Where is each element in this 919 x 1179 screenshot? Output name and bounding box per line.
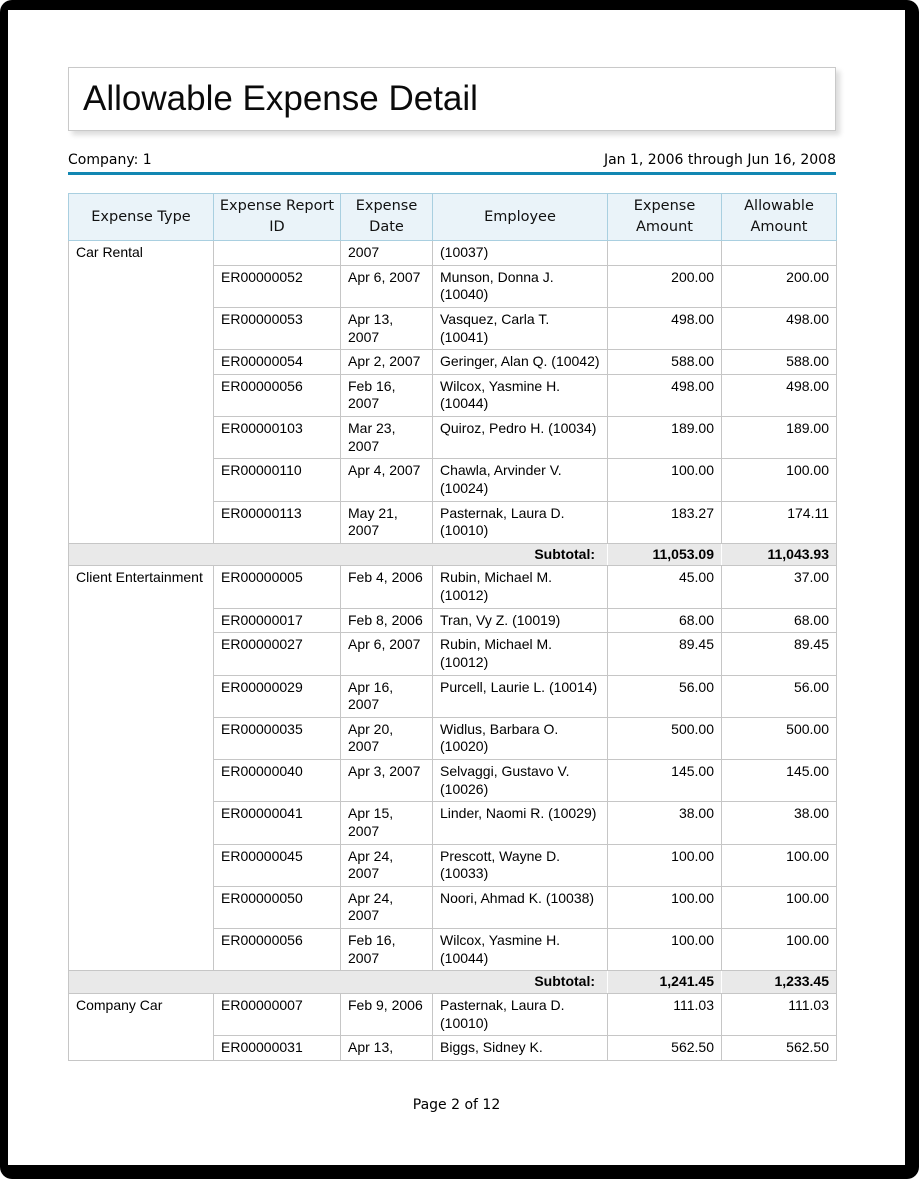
table-row xyxy=(69,566,837,608)
employee-cell: Linder, Naomi R. (10029) xyxy=(433,802,608,844)
report-meta-row xyxy=(68,149,836,171)
expense-date-cell: 2007 xyxy=(341,241,433,266)
report-id-cell: ER00000027 xyxy=(214,633,341,675)
allowable-amount-cell: 200.00 xyxy=(722,265,837,307)
report-id-cell: ER00000005 xyxy=(214,566,341,608)
expense-amount-cell: 56.00 xyxy=(608,675,722,717)
expense-date-cell: Mar 23, 2007 xyxy=(341,417,433,459)
page-footer: Page 2 of 12 xyxy=(412,1097,501,1113)
subtotal-row xyxy=(69,543,837,566)
allowable-amount-cell: 100.00 xyxy=(722,844,837,886)
allowable-amount-cell: 100.00 xyxy=(722,929,837,971)
employee-cell: Vasquez, Carla T. (10041) xyxy=(433,307,608,349)
employee-cell: Rubin, Michael M. (10012) xyxy=(433,633,608,675)
report-id-cell: ER00000056 xyxy=(214,374,341,416)
report-id-cell: ER00000045 xyxy=(214,844,341,886)
allowable-amount-cell: 37.00 xyxy=(722,566,837,608)
expense-date-cell: Apr 6, 2007 xyxy=(341,633,433,675)
expense-date-cell: Apr 2, 2007 xyxy=(341,350,433,375)
expense-type-cell: Car Rental xyxy=(69,241,214,544)
expense-amount-cell: 562.50 xyxy=(608,1036,722,1061)
table-row xyxy=(69,241,837,266)
report-id-cell: ER00000041 xyxy=(214,802,341,844)
expense-date-cell: Feb 4, 2006 xyxy=(341,566,433,608)
allowable-amount-cell: 111.03 xyxy=(722,993,837,1035)
subtotal-allowable-amount: 11,043.93 xyxy=(722,543,837,566)
report-page xyxy=(8,10,905,1165)
allowable-amount-cell: 56.00 xyxy=(722,675,837,717)
report-id-cell: ER00000052 xyxy=(214,265,341,307)
report-id-cell: ER00000031 xyxy=(214,1036,341,1061)
expense-date-cell: Apr 16, 2007 xyxy=(341,675,433,717)
expense-type-cell: Client Entertainment xyxy=(69,566,214,971)
column-header-expense-date: Expense Date xyxy=(341,194,433,241)
allowable-amount-cell: 89.45 xyxy=(722,633,837,675)
subtotal-allowable-amount: 1,233.45 xyxy=(722,971,837,994)
expense-amount-cell: 100.00 xyxy=(608,459,722,501)
expense-date-cell: Apr 24, 2007 xyxy=(341,844,433,886)
expense-amount-cell: 500.00 xyxy=(608,717,722,759)
expense-amount-cell: 100.00 xyxy=(608,929,722,971)
column-header-expense-type: Expense Type xyxy=(69,194,214,241)
report-id-cell: ER00000029 xyxy=(214,675,341,717)
allowable-amount-cell: 174.11 xyxy=(722,501,837,543)
expense-date-cell: Feb 16, 2007 xyxy=(341,929,433,971)
expense-amount-cell: 498.00 xyxy=(608,374,722,416)
expense-amount-cell: 111.03 xyxy=(608,993,722,1035)
report-id-cell: ER00000050 xyxy=(214,886,341,928)
expense-date-cell: Apr 15, 2007 xyxy=(341,802,433,844)
subtotal-expense-amount: 11,053.09 xyxy=(608,543,722,566)
expense-amount-cell: 45.00 xyxy=(608,566,722,608)
allowable-amount-cell: 68.00 xyxy=(722,608,837,633)
expense-date-cell: Feb 9, 2006 xyxy=(341,993,433,1035)
report-id-cell xyxy=(214,241,341,266)
report-id-cell: ER00000007 xyxy=(214,993,341,1035)
column-header-allowable-amount: Allowable Amount xyxy=(722,194,837,241)
expense-date-cell: Apr 6, 2007 xyxy=(341,265,433,307)
report-id-cell: ER00000035 xyxy=(214,717,341,759)
subtotal-label: Subtotal: xyxy=(69,971,608,994)
allowable-amount-cell xyxy=(722,241,837,266)
employee-cell: Biggs, Sidney K. xyxy=(433,1036,608,1061)
report-id-cell: ER00000040 xyxy=(214,760,341,802)
employee-cell: Widlus, Barbara O. (10020) xyxy=(433,717,608,759)
subtotal-label: Subtotal: xyxy=(69,543,608,566)
employee-cell: Munson, Donna J. (10040) xyxy=(433,265,608,307)
expense-amount-cell: 100.00 xyxy=(608,886,722,928)
allowable-amount-cell: 38.00 xyxy=(722,802,837,844)
allowable-amount-cell: 145.00 xyxy=(722,760,837,802)
allowable-amount-cell: 100.00 xyxy=(722,459,837,501)
expense-amount-cell: 100.00 xyxy=(608,844,722,886)
employee-cell: Wilcox, Yasmine H. (10044) xyxy=(433,929,608,971)
employee-cell: Tran, Vy Z. (10019) xyxy=(433,608,608,633)
company-label: Company: 1 xyxy=(68,152,152,168)
expense-date-cell: Apr 4, 2007 xyxy=(341,459,433,501)
report-id-cell: ER00000103 xyxy=(214,417,341,459)
expense-date-cell: Feb 8, 2006 xyxy=(341,608,433,633)
employee-cell: Purcell, Laurie L. (10014) xyxy=(433,675,608,717)
employee-cell: Pasternak, Laura D. (10010) xyxy=(433,501,608,543)
allowable-amount-cell: 100.00 xyxy=(722,886,837,928)
expense-date-cell: Apr 20, 2007 xyxy=(341,717,433,759)
expense-amount-cell: 189.00 xyxy=(608,417,722,459)
expense-amount-cell: 89.45 xyxy=(608,633,722,675)
expense-date-cell: May 21, 2007 xyxy=(341,501,433,543)
employee-cell: Rubin, Michael M. (10012) xyxy=(433,566,608,608)
report-id-cell: ER00000054 xyxy=(214,350,341,375)
report-date-range: Jan 1, 2006 through Jun 16, 2008 xyxy=(603,152,836,168)
table-header-row xyxy=(69,194,837,241)
expense-amount-cell xyxy=(608,241,722,266)
allowable-amount-cell: 500.00 xyxy=(722,717,837,759)
expense-date-cell: Apr 13, xyxy=(341,1036,433,1061)
allowable-amount-cell: 562.50 xyxy=(722,1036,837,1061)
employee-cell: Chawla, Arvinder V. (10024) xyxy=(433,459,608,501)
employee-cell: Quiroz, Pedro H. (10034) xyxy=(433,417,608,459)
table-row xyxy=(69,993,837,1035)
page-title: Allowable Expense Detail xyxy=(83,79,478,118)
report-title-box xyxy=(68,67,836,131)
expense-table xyxy=(68,193,837,1061)
expense-date-cell: Apr 13, 2007 xyxy=(341,307,433,349)
employee-cell: (10037) xyxy=(433,241,608,266)
expense-date-cell: Apr 3, 2007 xyxy=(341,760,433,802)
subtotal-row xyxy=(69,971,837,994)
column-header-report-id: Expense Report ID xyxy=(214,194,341,241)
expense-date-cell: Feb 16, 2007 xyxy=(341,374,433,416)
employee-cell: Selvaggi, Gustavo V. (10026) xyxy=(433,760,608,802)
expense-amount-cell: 38.00 xyxy=(608,802,722,844)
expense-amount-cell: 145.00 xyxy=(608,760,722,802)
employee-cell: Wilcox, Yasmine H. (10044) xyxy=(433,374,608,416)
report-id-cell: ER00000110 xyxy=(214,459,341,501)
report-id-cell: ER00000113 xyxy=(214,501,341,543)
expense-amount-cell: 498.00 xyxy=(608,307,722,349)
employee-cell: Noori, Ahmad K. (10038) xyxy=(433,886,608,928)
column-header-employee: Employee xyxy=(433,194,608,241)
expense-amount-cell: 588.00 xyxy=(608,350,722,375)
report-id-cell: ER00000056 xyxy=(214,929,341,971)
employee-cell: Pasternak, Laura D. (10010) xyxy=(433,993,608,1035)
header-divider xyxy=(68,172,836,175)
allowable-amount-cell: 189.00 xyxy=(722,417,837,459)
employee-cell: Prescott, Wayne D. (10033) xyxy=(433,844,608,886)
subtotal-expense-amount: 1,241.45 xyxy=(608,971,722,994)
report-id-cell: ER00000017 xyxy=(214,608,341,633)
expense-amount-cell: 200.00 xyxy=(608,265,722,307)
expense-date-cell: Apr 24, 2007 xyxy=(341,886,433,928)
allowable-amount-cell: 588.00 xyxy=(722,350,837,375)
column-header-expense-amount: Expense Amount xyxy=(608,194,722,241)
allowable-amount-cell: 498.00 xyxy=(722,307,837,349)
expense-amount-cell: 68.00 xyxy=(608,608,722,633)
report-id-cell: ER00000053 xyxy=(214,307,341,349)
expense-type-cell: Company Car xyxy=(69,993,214,1060)
expense-amount-cell: 183.27 xyxy=(608,501,722,543)
employee-cell: Geringer, Alan Q. (10042) xyxy=(433,350,608,375)
allowable-amount-cell: 498.00 xyxy=(722,374,837,416)
